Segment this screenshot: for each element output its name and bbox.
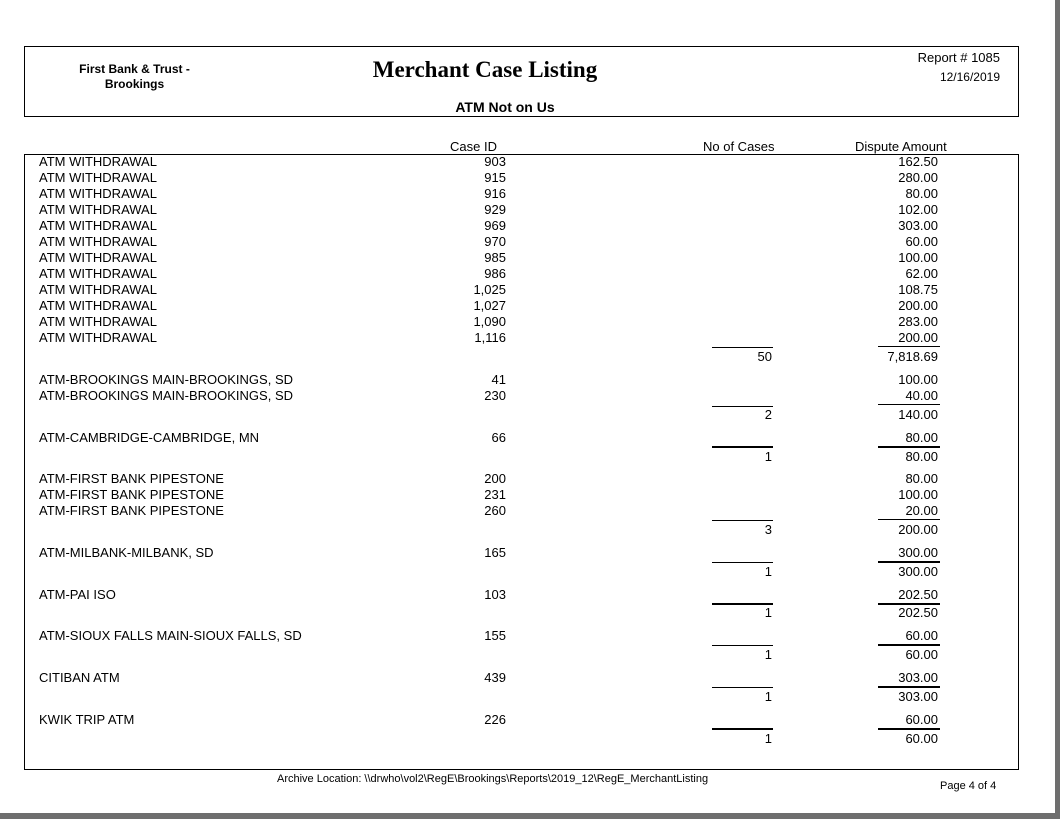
case-id: 439 <box>484 670 506 685</box>
dispute-amount: 162.50 <box>898 154 938 169</box>
case-id: 165 <box>484 545 506 560</box>
amount-underline <box>878 519 940 520</box>
merchant-description: ATM-SIOUX FALLS MAIN-SIOUX FALLS, SD <box>39 628 302 643</box>
merchant-description: ATM WITHDRAWAL <box>39 234 157 249</box>
total-separator <box>878 728 940 730</box>
dispute-amount: 303.00 <box>898 218 938 233</box>
table-row <box>0 282 1060 298</box>
dispute-total: 80.00 <box>905 449 938 464</box>
total-separator <box>878 562 940 563</box>
dispute-amount: 303.00 <box>898 670 938 685</box>
dispute-amount: 60.00 <box>905 712 938 727</box>
report-title: Merchant Case Listing <box>372 57 598 82</box>
bank-name-line1: First Bank & Trust - <box>79 62 190 76</box>
table-row <box>0 670 1060 686</box>
dispute-total: 200.00 <box>898 522 938 537</box>
subtotal-row <box>0 349 1060 365</box>
merchant-description: ATM WITHDRAWAL <box>39 250 157 265</box>
dispute-amount: 80.00 <box>905 186 938 201</box>
dispute-amount: 300.00 <box>898 545 938 560</box>
table-row <box>0 628 1060 644</box>
dispute-total: 300.00 <box>898 564 938 579</box>
bank-name <box>63 62 206 92</box>
table-row <box>0 170 1060 186</box>
case-id: 200 <box>484 471 506 486</box>
case-id: 929 <box>484 202 506 217</box>
dispute-total: 60.00 <box>905 647 938 662</box>
dispute-total: 303.00 <box>898 689 938 704</box>
table-row <box>0 587 1060 603</box>
table-row <box>0 487 1060 503</box>
case-id: 903 <box>484 154 506 169</box>
case-count: 1 <box>764 731 772 746</box>
merchant-description: KWIK TRIP ATM <box>39 712 135 727</box>
dispute-amount: 80.00 <box>905 430 938 445</box>
case-count: 2 <box>764 407 772 422</box>
table-row <box>0 314 1060 330</box>
total-separator <box>878 687 940 688</box>
column-header-dispute-amount: Dispute Amount <box>855 139 947 154</box>
table-row <box>0 388 1060 404</box>
dispute-amount: 280.00 <box>898 170 938 185</box>
table-row <box>0 471 1060 487</box>
dispute-amount: 62.00 <box>905 266 938 281</box>
table-row <box>0 186 1060 202</box>
case-id: 103 <box>484 587 506 602</box>
merchant-description: ATM-MILBANK-MILBANK, SD <box>39 545 214 560</box>
table-row <box>0 330 1060 346</box>
dispute-amount: 202.50 <box>898 587 938 602</box>
merchant-description: ATM WITHDRAWAL <box>39 314 157 329</box>
dispute-amount: 20.00 <box>905 503 938 518</box>
subtotal-separator <box>712 520 773 521</box>
table-row <box>0 298 1060 314</box>
merchant-description: ATM WITHDRAWAL <box>39 218 157 233</box>
case-count: 1 <box>764 647 772 662</box>
dispute-amount: 283.00 <box>898 314 938 329</box>
subtotal-row <box>0 564 1060 580</box>
case-id: 231 <box>484 487 506 502</box>
subtotal-separator <box>712 446 773 448</box>
merchant-description: ATM-BROOKINGS MAIN-BROOKINGS, SD <box>39 388 294 403</box>
case-id: 916 <box>484 186 506 201</box>
total-separator <box>878 446 940 448</box>
merchant-description: ATM WITHDRAWAL <box>39 202 157 217</box>
table-row <box>0 712 1060 728</box>
case-id: 1,090 <box>473 314 506 329</box>
report-number: Report # 1085 <box>917 50 1000 65</box>
subtotal-row <box>0 449 1060 465</box>
table-row <box>0 430 1060 446</box>
merchant-description: ATM-FIRST BANK PIPESTONE <box>39 471 224 486</box>
merchant-description: CITIBAN ATM <box>39 670 120 685</box>
case-id: 985 <box>484 250 506 265</box>
merchant-description: ATM-BROOKINGS MAIN-BROOKINGS, SD <box>39 372 294 387</box>
merchant-description: ATM WITHDRAWAL <box>39 266 157 281</box>
dispute-amount: 40.00 <box>905 388 938 403</box>
subtotal-row <box>0 731 1060 747</box>
dispute-total: 60.00 <box>905 731 938 746</box>
table-row <box>0 202 1060 218</box>
case-id: 260 <box>484 503 506 518</box>
subtotal-row <box>0 689 1060 705</box>
table-row <box>0 545 1060 561</box>
dispute-amount: 108.75 <box>898 282 938 297</box>
subtotal-separator <box>712 728 773 730</box>
column-header-no-of-cases: No of Cases <box>703 139 775 154</box>
dispute-amount: 80.00 <box>905 471 938 486</box>
case-id: 969 <box>484 218 506 233</box>
dispute-amount: 60.00 <box>905 628 938 643</box>
dispute-amount: 200.00 <box>898 330 938 345</box>
dispute-amount: 102.00 <box>898 202 938 217</box>
subtotal-row <box>0 522 1060 538</box>
case-id: 970 <box>484 234 506 249</box>
bank-name-line2: Brookings <box>104 77 165 91</box>
subtotal-row <box>0 605 1060 621</box>
amount-underline <box>878 404 940 405</box>
case-count: 1 <box>764 564 772 579</box>
subtotal-separator <box>712 645 773 646</box>
dispute-amount: 60.00 <box>905 234 938 249</box>
merchant-description: ATM WITHDRAWAL <box>39 298 157 313</box>
amount-underline <box>878 346 940 347</box>
table-row <box>0 234 1060 250</box>
table-row <box>0 372 1060 388</box>
case-id: 1,025 <box>473 282 506 297</box>
subtotal-separator <box>712 562 773 563</box>
subtotal-separator <box>712 347 773 348</box>
column-header-case-id: Case ID <box>450 139 497 154</box>
window-edge-bottom <box>0 813 1060 819</box>
merchant-description: ATM-CAMBRIDGE-CAMBRIDGE, MN <box>39 430 260 445</box>
merchant-description: ATM WITHDRAWAL <box>39 154 157 169</box>
case-id: 986 <box>484 266 506 281</box>
case-count: 1 <box>764 605 772 620</box>
case-id: 66 <box>491 430 506 445</box>
dispute-total: 202.50 <box>898 605 938 620</box>
case-count: 1 <box>764 689 772 704</box>
dispute-amount: 100.00 <box>898 372 938 387</box>
archive-location: Archive Location: \\drwho\vol2\RegE\Brookings\Reports\2019_12\RegE_MerchantListing <box>277 773 709 785</box>
case-id: 1,027 <box>473 298 506 313</box>
page-number: Page 4 of 4 <box>940 780 997 792</box>
table-row <box>0 218 1060 234</box>
table-row <box>0 266 1060 282</box>
table-row <box>0 154 1060 170</box>
table-row <box>0 250 1060 266</box>
dispute-amount: 200.00 <box>898 298 938 313</box>
merchant-description: ATM WITHDRAWAL <box>39 186 157 201</box>
case-count: 1 <box>764 449 772 464</box>
case-id: 155 <box>484 628 506 643</box>
merchant-description: ATM WITHDRAWAL <box>39 282 157 297</box>
case-id: 230 <box>484 388 506 403</box>
merchant-description: ATM-FIRST BANK PIPESTONE <box>39 503 224 518</box>
total-separator <box>878 645 940 646</box>
subtotal-row <box>0 647 1060 663</box>
merchant-description: ATM WITHDRAWAL <box>39 170 157 185</box>
merchant-description: ATM-FIRST BANK PIPESTONE <box>39 487 224 502</box>
report-date: 12/16/2019 <box>939 70 1000 84</box>
dispute-amount: 100.00 <box>898 487 938 502</box>
dispute-total: 7,818.69 <box>887 349 938 364</box>
case-id: 41 <box>491 372 506 387</box>
report-subtitle: ATM Not on Us <box>455 99 555 115</box>
subtotal-row <box>0 407 1060 423</box>
case-id: 1,116 <box>474 330 506 345</box>
table-row <box>0 503 1060 519</box>
case-id: 226 <box>484 712 506 727</box>
case-count: 3 <box>764 522 772 537</box>
case-id: 915 <box>484 170 506 185</box>
merchant-description: ATM WITHDRAWAL <box>39 330 157 345</box>
merchant-description: ATM-PAI ISO <box>39 587 116 602</box>
dispute-total: 140.00 <box>898 407 938 422</box>
dispute-amount: 100.00 <box>898 250 938 265</box>
subtotal-separator <box>712 687 773 688</box>
case-count: 50 <box>757 349 772 364</box>
